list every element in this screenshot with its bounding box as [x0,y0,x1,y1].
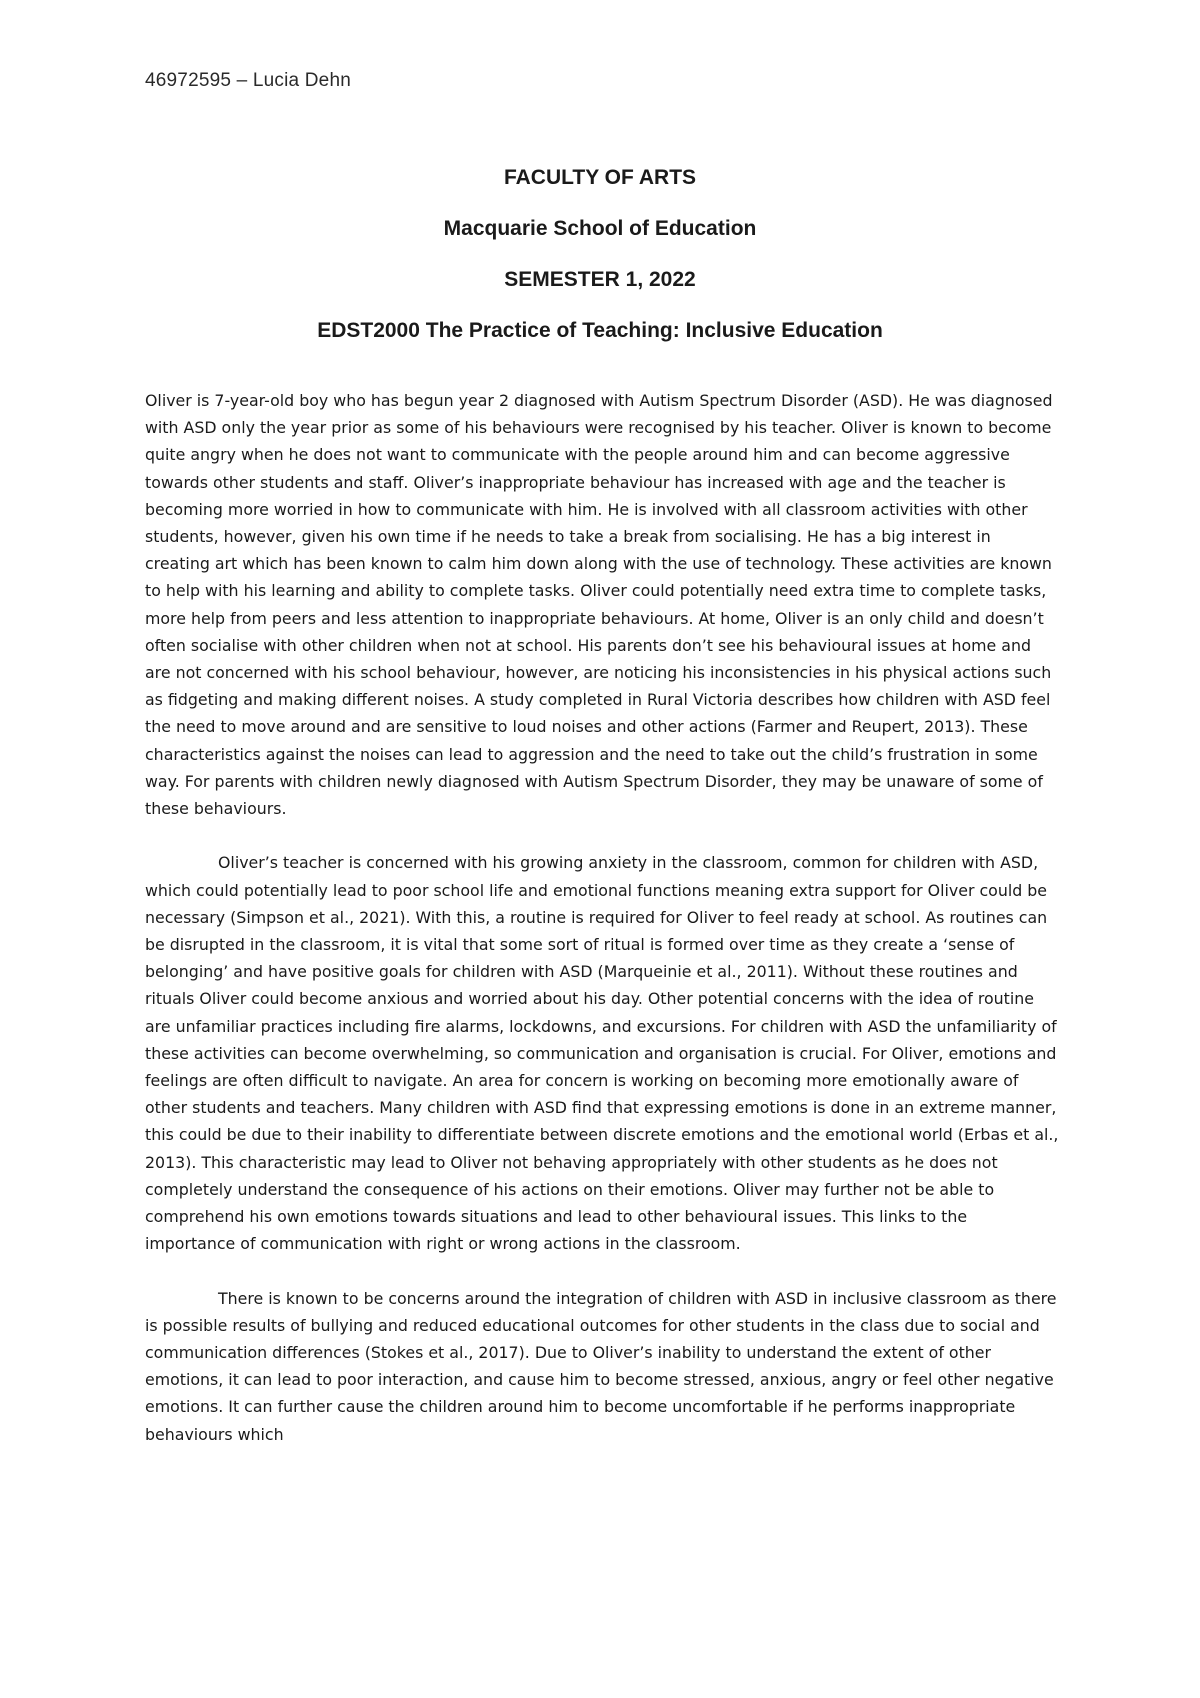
paragraph-3: There is known to be concerns around the integration of children with ASD in inclusive classroom as there is possible results of bullying and reduced educational outcomes for other students in the class due to social and communication differences (Stokes et al., 2017). Due to Oliver’s inability to understand the extent of other emotions, it can lead to poor interaction, and cause him to become stressed, anxious, angry or feel other negative emotions. It can further cause the children around him to become uncomfortable if he performs inappropriate behaviours which [145,1288,1057,1444]
unit-title: EDST2000 The Practice of Teaching: Inclusive Education [317,319,883,342]
school-title: Macquarie School of Education [443,217,757,240]
paragraph-1: Oliver is 7-year-old boy who has begun year 2 diagnosed with Autism Spectrum Disorder (ASD). He was diagnosed with ASD only the year prior as some of his behaviours were recognised by his teacher. Oliver is known to become quite angry when he does not want to communicate with the people around him and can become aggressive towards other students and staff. Oliver’s inappropriate behaviour has increased with age and the teacher is becoming more worried in how to communicate with him. He is involved with all classroom activities with other students, however, given his own time if he needs to take a break from socialising. He has a big interest in creating art which has been known to calm him down along with the use of technology. These activities are known to help with his learning and ability to complete tasks. Oliver could potentially need extra time to complete tasks, more help from peers and less attention to inappropriate behaviours. At home, Oliver is an only child and doesn’t often socialise with other children when not at school. His parents don’t see his behavioural issues at home and are not concerned with his school behaviour, however, are noticing his inconsistencies in his physical actions such as fidgeting and making different noises. A study completed in Rural Victoria describes how children with ASD feel the need to move around and are sensitive to loud noises and other actions (Farmer and Reupert, 2013). These characteristics against the noises can lead to aggression and the need to take out the child’s frustration in some way. For parents with children newly diagnosed with Autism Spectrum Disorder, they may be unaware of some of these behaviours. [145,391,1053,819]
semester-title: SEMESTER 1, 2022 [504,268,696,291]
faculty-title: FACULTY OF ARTS [503,166,697,189]
body-text [145,387,1060,1448]
title-block [145,165,1055,369]
paragraph-2: Oliver’s teacher is concerned with his growing anxiety in the classroom, common for children with ASD, which could potentially lead to poor school life and emotional functions meaning extra support for Oliver could be necessary (Simpson et al., 2021). With this, a routine is required for Oliver to feel ready at school. As routines can be disrupted in the classroom, it is vital that some sort of ritual is formed over time as they create a ‘sense of belonging’ and have positive goals for children with ASD (Marqueinie et al., 2011). Without these routines and rituals Oliver could become anxious and worried about his day. Other potential concerns with the idea of routine are unfamiliar practices including fire alarms, lockdowns, and excursions. For children with ASD the unfamiliarity of these activities can become overwhelming, so communication and organisation is crucial. For Oliver, emotions and feelings are often difficult to navigate. An area for concern is working on becoming more emotionally aware of other students and teachers. Many children with ASD find that expressing emotions is done in an extreme manner, this could be due to their inability to differentiate between discrete emotions and the emotional world (Erbas et al., 2013). This characteristic may lead to Oliver not behaving appropriately with other students as he does not completely understand the consequence of his actions on their emotions. Oliver may further not be able to comprehend his own emotions towards situations and lead to other behavioural issues. This links to the importance of communication with right or wrong actions in the classroom. [145,853,1059,1254]
student-id-header: 46972595 – Lucia Dehn [145,70,351,91]
